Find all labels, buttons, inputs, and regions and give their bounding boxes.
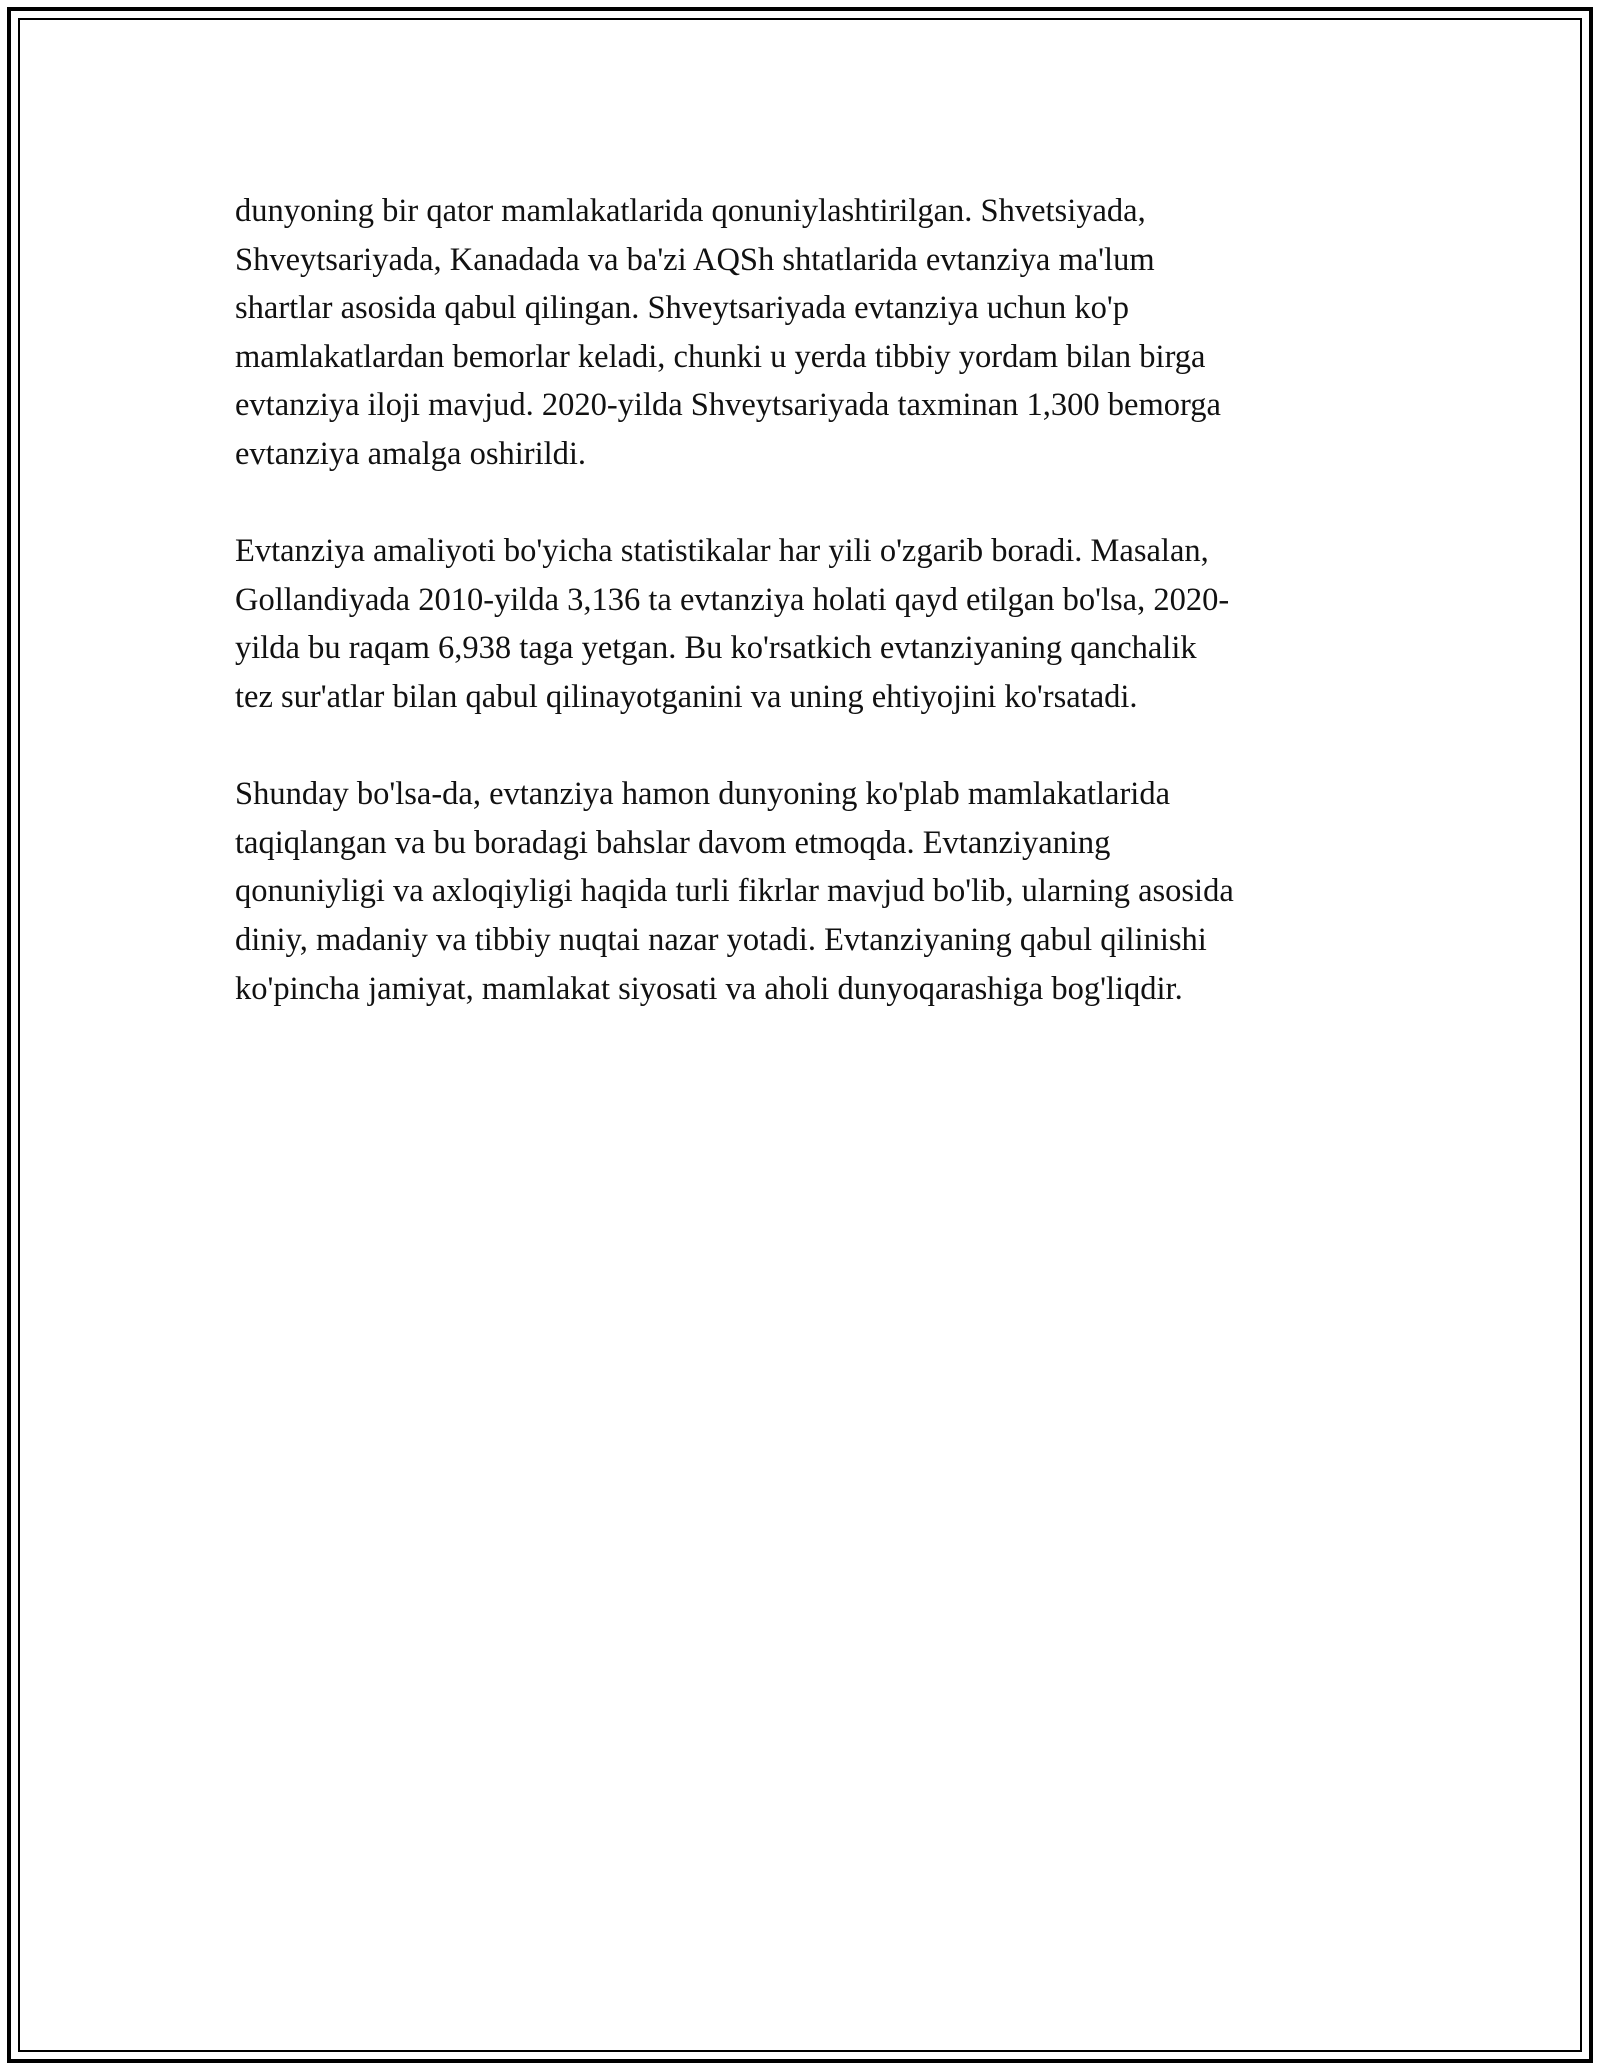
paragraph-statistics: Evtanziya amaliyoti bo'yicha statistikalar har yili o'zgarib boradi. Masalan, Gollandiyada 2010-yilda 3,136 ta evtanziya holati qayd etilgan bo'lsa, 2020- yilda bu raqam 6,938 taga yetgan. Bu ko'rsatkich evtanziyaning qanchalik tez sur'atlar bilan qabul qilinayotganini va uning ehtiyojini ko'rsatadi. [235,533,1230,715]
paragraph-debates: Shunday bo'lsa-da, evtanziya hamon dunyoning ko'plab mamlakatlarida taqiqlangan va bu boradagi bahslar davom etmoqda. Evtanziyaning qonuniyligi va axloqiyligi haqida turli fikrlar mavjud bo'lib, ularning asosida diniy, madaniy va tibbiy nuqtai nazar yotadi. Evtanziyaning qabul qilinishi ko'pincha jamiyat, mamlakat siyosati va aholi dunyoqarashiga bog'liqdir. [235,776,1234,1007]
paragraph-legalization: dunyoning bir qator mamlakatlarida qonuniylashtirilgan. Shvetsiyada, Shveytsariyada, Kanadada va ba'zi AQSh shtatlarida evtanziya ma'lum shartlar asosida qabul qilingan. Shveytsariyada evtanziya uchun ko'p mamlakatlardan bemorlar keladi, chunki u yerda tibbiy yordam bilan birga evtanziya iloji mavjud. 2020-yilda Shveytsariyada taxminan 1,300 bemorga evtanziya amalga oshirildi. [235,193,1221,472]
document-body [235,187,1370,1062]
